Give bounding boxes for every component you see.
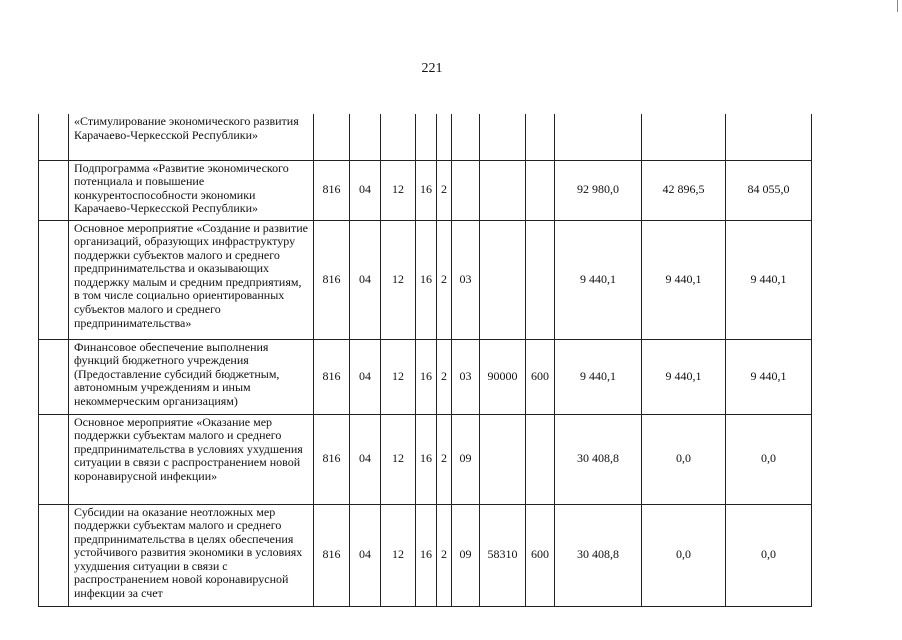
program-code-cell: 16 xyxy=(416,504,437,606)
subsection-code-cell: 12 xyxy=(381,160,416,220)
sum-year3-cell: 9 440,1 xyxy=(726,339,812,414)
sum-year3-cell: 0,0 xyxy=(726,414,812,504)
scan-edge-mark xyxy=(897,0,898,12)
section-code-cell: 04 xyxy=(350,504,381,606)
program-code-cell: 16 xyxy=(416,339,437,414)
table-row xyxy=(39,160,812,220)
expense-type-cell xyxy=(526,114,555,160)
section-code-cell: 04 xyxy=(350,220,381,339)
sum-year3-cell: 0,0 xyxy=(726,504,812,606)
sum-year1-cell: 30 408,8 xyxy=(555,414,642,504)
num-cell xyxy=(39,220,69,339)
description-cell: Основное мероприятие «Создание и развитие организаций, образующих инфраструктуру поддержки субъектов малого и среднего предпринимательства и оказывающих поддержку малым и средним предприятиям, в том числе социально ориентированных субъектов малого и среднего предпринимательства» xyxy=(69,220,314,339)
subsection-code-cell: 12 xyxy=(381,339,416,414)
sum-year3-cell: 9 440,1 xyxy=(726,220,812,339)
description-cell: Финансовое обеспечение выполнения функций бюджетного учреждения (Предоставление субсидий бюджетным, автономным учреждениям и иным некоммерческим организациям) xyxy=(69,339,314,414)
table-row xyxy=(39,414,812,504)
num-cell xyxy=(39,504,69,606)
description-cell: Подпрограмма «Развитие экономического потенциала и повышение конкурентоспособности экономики Карачаево-Черкесской Республики» xyxy=(69,160,314,220)
num-cell xyxy=(39,414,69,504)
event-code-cell: 09 xyxy=(452,504,480,606)
section-code-cell: 04 xyxy=(350,339,381,414)
ministry-code-cell: 816 xyxy=(314,160,350,220)
table-row xyxy=(39,220,812,339)
expense-type-cell xyxy=(526,220,555,339)
program-code-cell: 16 xyxy=(416,220,437,339)
subsection-code-cell: 12 xyxy=(381,414,416,504)
table-row xyxy=(39,339,812,414)
expense-type-cell xyxy=(526,414,555,504)
direction-code-cell: 90000 xyxy=(480,339,526,414)
subsection-code-cell: 12 xyxy=(381,504,416,606)
subsection-code-cell: 12 xyxy=(381,220,416,339)
num-cell xyxy=(39,339,69,414)
direction-code-cell xyxy=(480,160,526,220)
sum-year2-cell: 42 896,5 xyxy=(642,160,726,220)
budget-table xyxy=(38,114,812,607)
ministry-code-cell: 816 xyxy=(314,220,350,339)
ministry-code-cell xyxy=(314,114,350,160)
direction-code-cell xyxy=(480,114,526,160)
event-code-cell: 03 xyxy=(452,220,480,339)
subprogram-code-cell: 2 xyxy=(437,220,452,339)
table-row xyxy=(39,114,812,160)
expense-type-cell xyxy=(526,160,555,220)
event-code-cell: 03 xyxy=(452,339,480,414)
event-code-cell xyxy=(452,160,480,220)
sum-year1-cell: 30 408,8 xyxy=(555,504,642,606)
description-cell: Субсидии на оказание неотложных мер поддержки субъектам малого и среднего предпринимательства в целях обеспечения устойчивого развития экономики в условиях ухудшения ситуации в связи с распространением новой коронавирусной инфекции за счет xyxy=(69,504,314,606)
subprogram-code-cell: 2 xyxy=(437,504,452,606)
sum-year2-cell: 9 440,1 xyxy=(642,220,726,339)
ministry-code-cell: 816 xyxy=(314,339,350,414)
num-cell xyxy=(39,114,69,160)
sum-year1-cell: 9 440,1 xyxy=(555,339,642,414)
direction-code-cell xyxy=(480,414,526,504)
subsection-code-cell xyxy=(381,114,416,160)
table-row xyxy=(39,504,812,606)
sum-year1-cell xyxy=(555,114,642,160)
num-cell xyxy=(39,160,69,220)
subprogram-code-cell: 2 xyxy=(437,160,452,220)
subprogram-code-cell xyxy=(437,114,452,160)
subprogram-code-cell: 2 xyxy=(437,414,452,504)
direction-code-cell: 58310 xyxy=(480,504,526,606)
description-cell: Основное мероприятие «Оказание мер поддержки субъектам малого и среднего предпринимательства в условиях ухудшения ситуации в связи с распространением новой коронавирусной инфекции» xyxy=(69,414,314,504)
sum-year2-cell: 0,0 xyxy=(642,414,726,504)
section-code-cell: 04 xyxy=(350,414,381,504)
expense-type-cell: 600 xyxy=(526,339,555,414)
section-code-cell xyxy=(350,114,381,160)
event-code-cell: 09 xyxy=(452,414,480,504)
expense-type-cell: 600 xyxy=(526,504,555,606)
event-code-cell xyxy=(452,114,480,160)
sum-year3-cell: 84 055,0 xyxy=(726,160,812,220)
sum-year2-cell: 0,0 xyxy=(642,504,726,606)
direction-code-cell xyxy=(480,220,526,339)
ministry-code-cell: 816 xyxy=(314,504,350,606)
description-cell: «Стимулирование экономического развития Карачаево-Черкесской Республики» xyxy=(69,114,314,160)
sum-year1-cell: 9 440,1 xyxy=(555,220,642,339)
page-number: 221 xyxy=(421,61,443,76)
program-code-cell xyxy=(416,114,437,160)
sum-year3-cell xyxy=(726,114,812,160)
sum-year2-cell xyxy=(642,114,726,160)
subprogram-code-cell: 2 xyxy=(437,339,452,414)
program-code-cell: 16 xyxy=(416,160,437,220)
sum-year1-cell: 92 980,0 xyxy=(555,160,642,220)
section-code-cell: 04 xyxy=(350,160,381,220)
program-code-cell: 16 xyxy=(416,414,437,504)
ministry-code-cell: 816 xyxy=(314,414,350,504)
sum-year2-cell: 9 440,1 xyxy=(642,339,726,414)
